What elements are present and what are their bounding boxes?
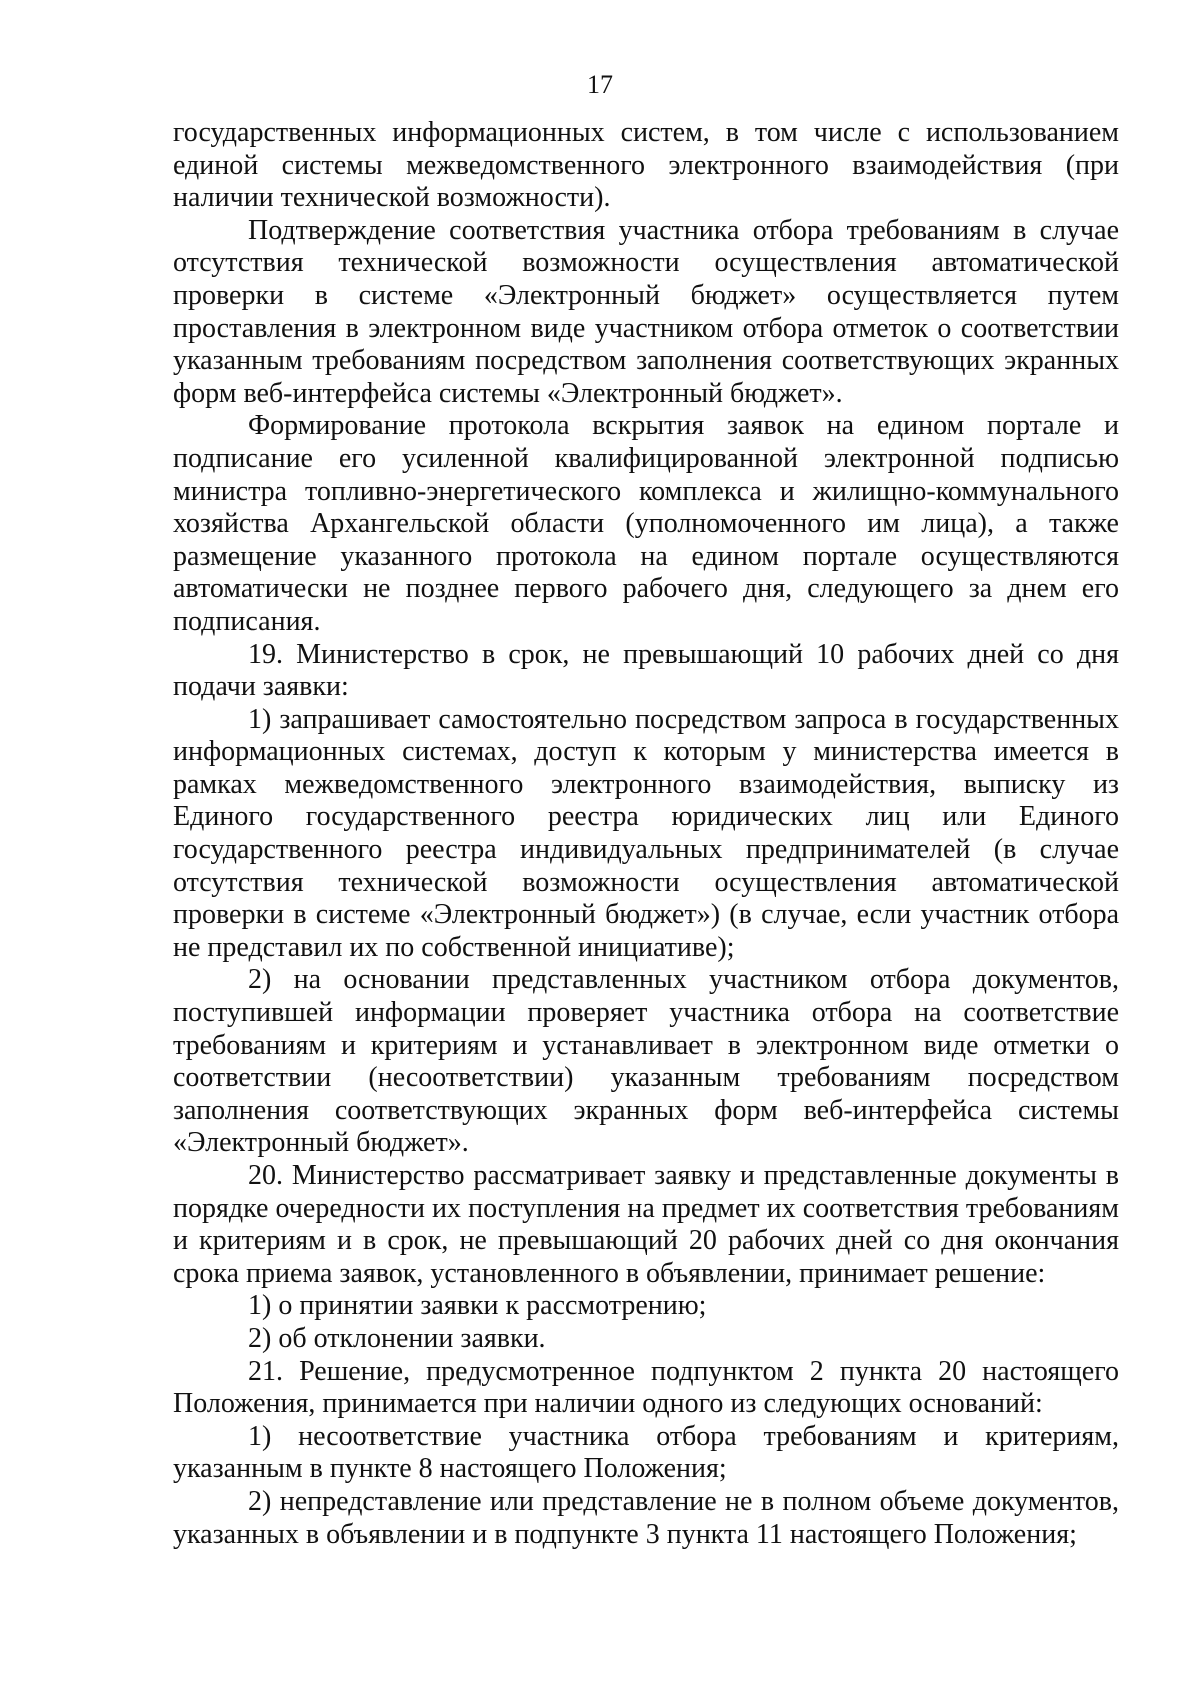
paragraph-protocol-formation: Формирование протокола вскрытия заявок на едином портале и подписание его усиленной квалифицированной электронной подписью министра топливно-энергетического комплекса и жилищно-коммунального хозяйства Архангельской области (уполномоченного им лица), а также размещение указанного протокола на едином портале осуществляются автоматически не позднее первого рабочего дня, следующего за днем его подписания.: [173, 410, 1119, 637]
paragraph-continuation: государственных информационных систем, в том числе с использованием единой системы межведомственного электронного взаимодействия (при наличии технической возможности).: [173, 117, 1119, 214]
document-body: [173, 117, 1119, 1551]
clause-19-item-2: 2) на основании представленных участником отбора документов, поступившей информации проверяет участника отбора на соответствие требованиям и критериям и устанавливает в электронном виде отметки о соответствии (несоответствии) указанным требованиям посредством заполнения соответствующих экранных форм веб-интерфейса системы «Электронный бюджет».: [173, 964, 1119, 1159]
clause-20-item-1: 1) о принятии заявки к рассмотрению;: [248, 1290, 707, 1322]
clause-21-item-2: 2) непредставление или представление не в полном объеме документов, указанных в объявлении и в подпункте 3 пункта 11 настоящего Положения;: [173, 1485, 1119, 1550]
clause-19-item-1: 1) запрашивает самостоятельно посредством запроса в государственных информационных системах, доступ к которым у министерства имеется в рамках межведомственного электронного взаимодействия, выписку из Единого государственного реестра юридических лиц или Единого государственного реестра индивидуальных предпринимателей (в случае отсутствия технической возможности осуществления автоматической проверки в системе «Электронный бюджет») (в случае, если участник отбора не представил их по собственной инициативе);: [173, 703, 1119, 963]
clause-20: 20. Министерство рассматривает заявку и представленные документы в порядке очередности их поступления на предмет их соответствия требованиям и критериям и в срок, не превышающий 20 рабочих дней со дня окончания срока приема заявок, установленного в объявлении, принимает решение:: [173, 1160, 1119, 1289]
clause-21-item-1: 1) несоответствие участника отбора требованиям и критериям, указанным в пункте 8 настоящего Положения;: [173, 1420, 1119, 1485]
clause-21: 21. Решение, предусмотренное подпунктом 2 пункта 20 настоящего Положения, принимается при наличии одного из следующих оснований:: [173, 1355, 1119, 1420]
paragraph-compliance-confirmation: Подтверждение соответствия участника отбора требованиям в случае отсутствия технической возможности осуществления автоматической проверки в системе «Электронный бюджет» осуществляется путем проставления в электронном виде участником отбора отметок о соответствии указанным требованиям посредством заполнения соответствующих экранных форм веб-интерфейса системы «Электронный бюджет».: [173, 214, 1119, 409]
clause-20-item-2: 2) об отклонении заявки.: [248, 1322, 546, 1354]
page-number: 17: [587, 70, 613, 99]
clause-19: 19. Министерство в срок, не превышающий 10 рабочих дней со дня подачи заявки:: [173, 638, 1119, 703]
